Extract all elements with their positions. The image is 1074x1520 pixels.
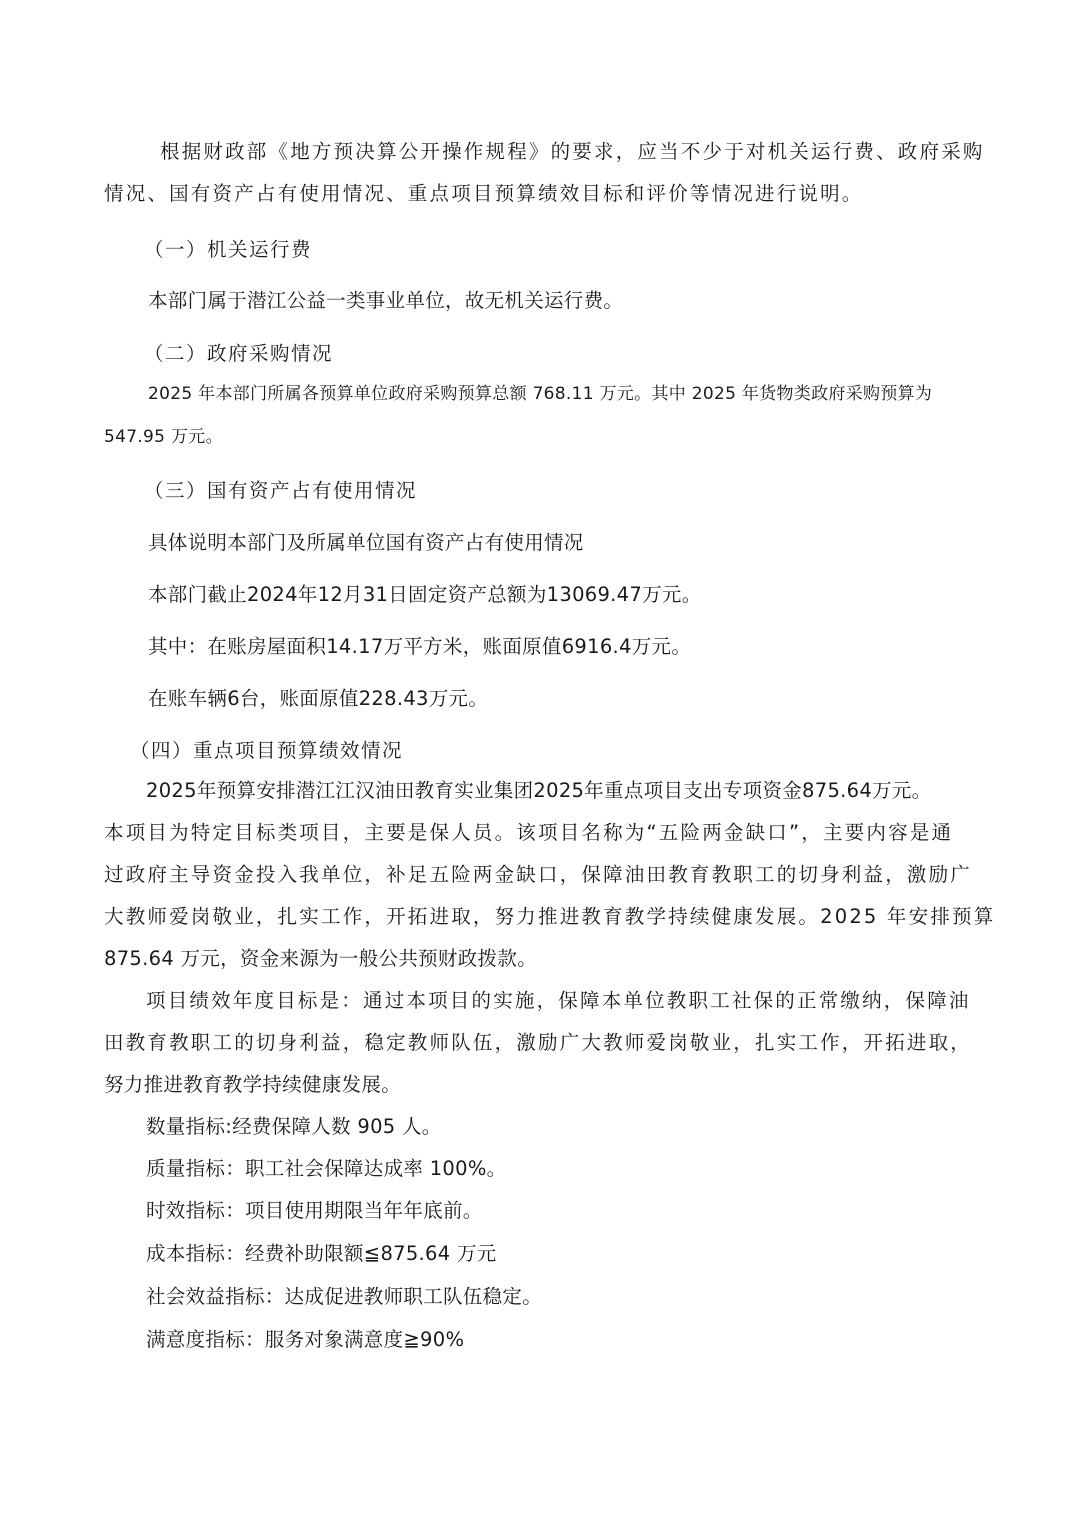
- indicator-social-benefit: 社会效益指标：达成促进教师职工队伍稳定。: [146, 1285, 543, 1308]
- section-4-para-1-line-4: 大教师爱岗敬业，扎实工作，开拓进取，努力推进教育教学持续健康发展。2025 年安排预算: [104, 905, 996, 928]
- section-4-para-1-line-2: 本项目为特定目标类项目，主要是保人员。该项目名称为“五险两金缺口”，主要内容是通: [104, 821, 954, 844]
- section-3-body-line-3: 其中：在账房屋面积14.17万平方米，账面原值6916.4万元。: [148, 635, 692, 658]
- section-4-para-2-line-3: 努力推进教育教学持续健康发展。: [104, 1073, 402, 1096]
- section-2-body-line-2: 547.95 万元。: [104, 427, 223, 447]
- section-4-para-2-line-2: 田教育教职工的切身利益，稳定教师队伍，激励广大教师爱岗敬业，扎实工作，开拓进取，: [104, 1031, 973, 1054]
- section-3-heading: （三）国有资产占有使用情况: [144, 479, 418, 502]
- section-1-heading: （一）机关运行费: [144, 238, 313, 261]
- section-3-body-line-1: 具体说明本部门及所属单位国有资产占有使用情况: [148, 531, 584, 554]
- indicator-quantity: 数量指标:经费保障人数 905 人。: [146, 1115, 442, 1138]
- section-4-heading: （四）重点项目预算绩效情况: [130, 739, 404, 762]
- section-4-para-1-line-5: 875.64 万元，资金来源为一般公共预财政拨款。: [104, 947, 537, 970]
- section-2-heading: （二）政府采购情况: [144, 342, 334, 365]
- section-3-body-line-4: 在账车辆6台，账面原值228.43万元。: [148, 687, 489, 710]
- intro-line-1: 根据财政部《地方预决算公开操作规程》的要求，应当不少于对机关运行费、政府采购: [160, 140, 985, 163]
- section-2-body-line-1: 2025 年本部门所属各预算单位政府采购预算总额 768.11 万元。其中 2025 年货物类政府采购预算为: [148, 384, 933, 404]
- indicator-quality: 质量指标：职工社会保障达成率 100%。: [146, 1157, 507, 1180]
- section-4-para-1-line-1: 2025年预算安排潜江江汉油田教育实业集团2025年重点项目支出专项资金875.64万元。: [146, 779, 932, 802]
- section-4-para-2-line-1: 项目绩效年度目标是：通过本项目的实施，保障本单位教职工社保的正常缴纳，保障油: [146, 989, 971, 1012]
- section-3-body-line-2: 本部门截止2024年12月31日固定资产总额为13069.47万元。: [148, 583, 702, 606]
- section-1-body: 本部门属于潜江公益一类事业单位，故无机关运行费。: [148, 289, 624, 312]
- indicator-satisfaction: 满意度指标：服务对象满意度≧90%: [146, 1328, 465, 1351]
- indicator-cost: 成本指标：经费补助限额≦875.64 万元: [146, 1242, 497, 1265]
- section-4-para-1-line-3: 过政府主导资金投入我单位，补足五险两金缺口，保障油田教育教职工的切身利益，激励广: [104, 863, 973, 886]
- intro-line-2: 情况、国有资产占有使用情况、重点项目预算绩效目标和评价等情况进行说明。: [104, 182, 864, 205]
- indicator-timeliness: 时效指标：项目使用期限当年年底前。: [146, 1199, 483, 1222]
